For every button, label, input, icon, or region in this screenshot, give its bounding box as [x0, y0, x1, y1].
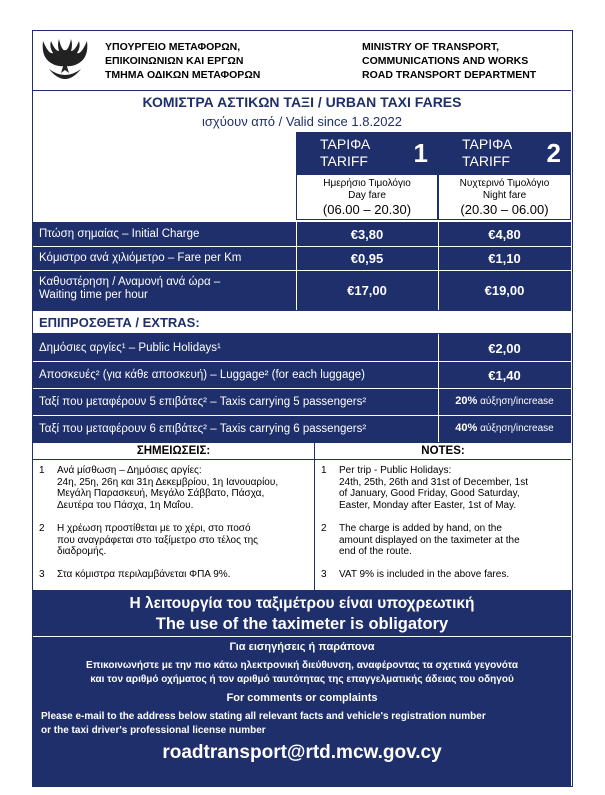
contact-greek	[41, 659, 563, 687]
note-line: end of the route.	[339, 546, 412, 557]
note-line: Η χρέωση προστίθεται με το χέρι, στο ποσό	[57, 523, 251, 534]
extra-value: €1,40	[488, 368, 521, 383]
extra-value	[438, 395, 571, 407]
header-english	[362, 40, 536, 82]
extra-label-6-passengers: Ταξί που μεταφέρουν 6 επιβάτες² – Taxis carrying 6 passengers²	[39, 423, 367, 435]
comments-english: For comments or complaints	[226, 692, 378, 704]
contact-greek-line: και τον αριθμό οχήματος ή τον αριθμό ταυτότητας της επαγγελματικής άδειας του οδηγού	[90, 674, 514, 685]
tariff-hours: (06.00 – 20.30)	[322, 202, 412, 217]
tariff-hours: (20.30 – 06.00)	[460, 202, 549, 217]
header-greek-line: ΤΜΗΜΑ ΟΔΙΚΩΝ ΜΕΤΑΦΟΡΩΝ	[105, 69, 261, 81]
contact-english-line: Please e-mail to the address below stating all relevant facts and vehicle's registration number	[41, 711, 486, 722]
header-greek-line: ΥΠΟΥΡΓΕΙΟ ΜΕΤΑΦΟΡΩΝ,	[105, 41, 241, 53]
header-greek-line: ΕΠΙΚΟΙΝΩΝΙΩΝ ΚΑΙ ΕΡΓΩΝ	[105, 55, 244, 67]
suggestions-greek: Για εισηγήσεις ή παράπονα	[229, 641, 375, 653]
extra-percent: 20%	[455, 395, 478, 407]
extra-increase-text: αύξηση/increase	[477, 396, 554, 407]
tariff-name-en: TARIFF	[462, 153, 510, 169]
notes-greek	[33, 443, 315, 591]
note-number: 3	[321, 569, 327, 580]
extra-value: €2,00	[488, 341, 521, 356]
extra-increase-text: αύξηση/increase	[477, 423, 554, 434]
fare-label-initial: Πτώση σημαίας – Initial Charge	[39, 228, 200, 240]
note-line: of January, Good Friday, Good Saturday,	[339, 488, 520, 499]
fare-value-t2: €1,10	[488, 251, 521, 266]
obligatory-greek: Η λειτουργία του ταξιμέτρου είναι υποχρεωτική	[129, 595, 475, 612]
notes-english	[315, 443, 571, 591]
contact-english-line: or the taxi driver's professional license number	[41, 725, 266, 736]
fare-label-waiting	[39, 276, 289, 302]
fare-value-t1: €17,00	[347, 283, 387, 298]
tariff-desc-en: Day fare	[348, 190, 386, 201]
footer	[33, 590, 571, 786]
tariff-desc-en: Night fare	[482, 190, 527, 201]
tariff-name-en: TARIFF	[320, 153, 368, 169]
note-line: VAT 9% is included in the above fares.	[339, 569, 510, 580]
note-line: Easter, Monday after Easter, 1st of May.	[339, 499, 517, 511]
header-english-line: MINISTRY OF TRANSPORT,	[362, 41, 500, 53]
contact-greek-line: Επικοινωνήστε με την πιο κάτω ηλεκτρονική διεύθυνση, αναφέροντας τα σχετικά γεγονότα	[86, 660, 518, 671]
extra-label-holidays: Δημόσιες αργίες¹ – Public Holidays¹	[39, 342, 221, 354]
notes-english-heading: NOTES:	[315, 443, 571, 460]
note-number: 1	[39, 465, 45, 476]
extra-percent: 40%	[455, 422, 478, 434]
contact-english	[41, 710, 563, 738]
contact-email-link[interactable]: roadtransport@rtd.mcw.gov.cy	[162, 742, 442, 763]
fare-value-t2: €19,00	[484, 283, 525, 298]
tariff-name-gr: ΤΑΡΙΦΑ	[320, 136, 371, 152]
note-line: Δευτέρα του Πάσχα, 1η Μαΐου.	[57, 499, 194, 511]
note-line: The charge is added by hand, on the	[339, 523, 502, 534]
note-line: διαδρομής.	[57, 546, 107, 557]
note-line: Στα κόμιστρα περιλαμβάνεται ΦΠΑ 9%.	[57, 569, 231, 580]
note-number: 2	[321, 523, 327, 534]
tariff-number: 2	[546, 138, 561, 168]
tariff-number: 1	[413, 138, 428, 168]
header-english-line: COMMUNICATIONS AND WORKS	[362, 55, 529, 67]
header	[33, 31, 571, 91]
fare-label-waiting-en: Waiting time per hour	[39, 289, 148, 301]
tariff-desc-gr: Νυχτερινό Τιμολόγιο	[459, 178, 550, 189]
fare-sheet	[32, 30, 573, 787]
page-title: ΚΟΜΙΣΤΡΑ ΑΣΤΙΚΩΝ ΤΑΞΙ / URBAN TAXI FARES	[142, 94, 462, 110]
fare-value-t2: €4,80	[488, 227, 521, 242]
notes-greek-heading: ΣΗΜΕΙΩΣΕΙΣ:	[33, 443, 314, 460]
fare-label-km: Κόμιστρο ανά χιλιόμετρο – Fare per Km	[39, 252, 242, 264]
note-line: Per trip - Public Holidays:	[339, 465, 452, 476]
tariff-2-header	[438, 132, 571, 220]
fares-table	[33, 222, 571, 310]
note-line: Ανά μίσθωση – Δημόσιες αργίες:	[57, 465, 202, 476]
fare-value-t1: €0,95	[350, 251, 384, 266]
note-number: 3	[39, 569, 45, 580]
note-line: Μεγάλη Παρασκευή, Μεγάλο Σάββατο, Πάσχα,	[57, 488, 265, 499]
tariff-1-header	[296, 132, 438, 220]
extra-label-5-passengers: Ταξί που μεταφέρουν 5 επιβάτες² – Taxis carrying 5 passengers²	[39, 396, 367, 408]
note-number: 2	[39, 523, 45, 534]
valid-since: ισχύουν από / Valid since 1.8.2022	[202, 114, 402, 129]
note-line: 24η, 25η, 26η και 31η Δεκεμβρίου, 1η Ιανουαρίου,	[57, 476, 279, 488]
coat-of-arms-icon	[39, 35, 91, 85]
note-number: 1	[321, 465, 327, 476]
notes-section	[33, 442, 571, 590]
note-line: που αναγράφεται στο ταξίμετρο στο τέλος της	[57, 534, 259, 546]
note-line: amount displayed on the taximeter at the	[339, 534, 520, 546]
fare-label-waiting-gr: Καθυστέρηση / Αναμονή ανά ώρα –	[39, 276, 221, 288]
fare-value-t1: €3,80	[350, 227, 384, 242]
extra-label-luggage: Αποσκευές² (για κάθε αποσκευή) – Luggage² (for each luggage)	[39, 369, 365, 381]
note-line: 24th, 25th, 26th and 31st of December, 1st	[339, 476, 529, 488]
extra-value	[438, 422, 571, 434]
extras-table	[33, 334, 571, 442]
extras-heading-text: ΕΠΙΠΡΟΣΘΕΤΑ / EXTRAS:	[39, 315, 200, 330]
obligatory-english: The use of the taximeter is obligatory	[155, 615, 449, 633]
header-greek	[105, 40, 260, 82]
tariff-name-gr: ΤΑΡΙΦΑ	[462, 136, 513, 152]
tariff-desc-gr: Ημερήσιο Τιμολόγιο	[323, 178, 411, 189]
header-english-line: ROAD TRANSPORT DEPARTMENT	[362, 69, 537, 81]
extras-heading	[33, 310, 571, 334]
